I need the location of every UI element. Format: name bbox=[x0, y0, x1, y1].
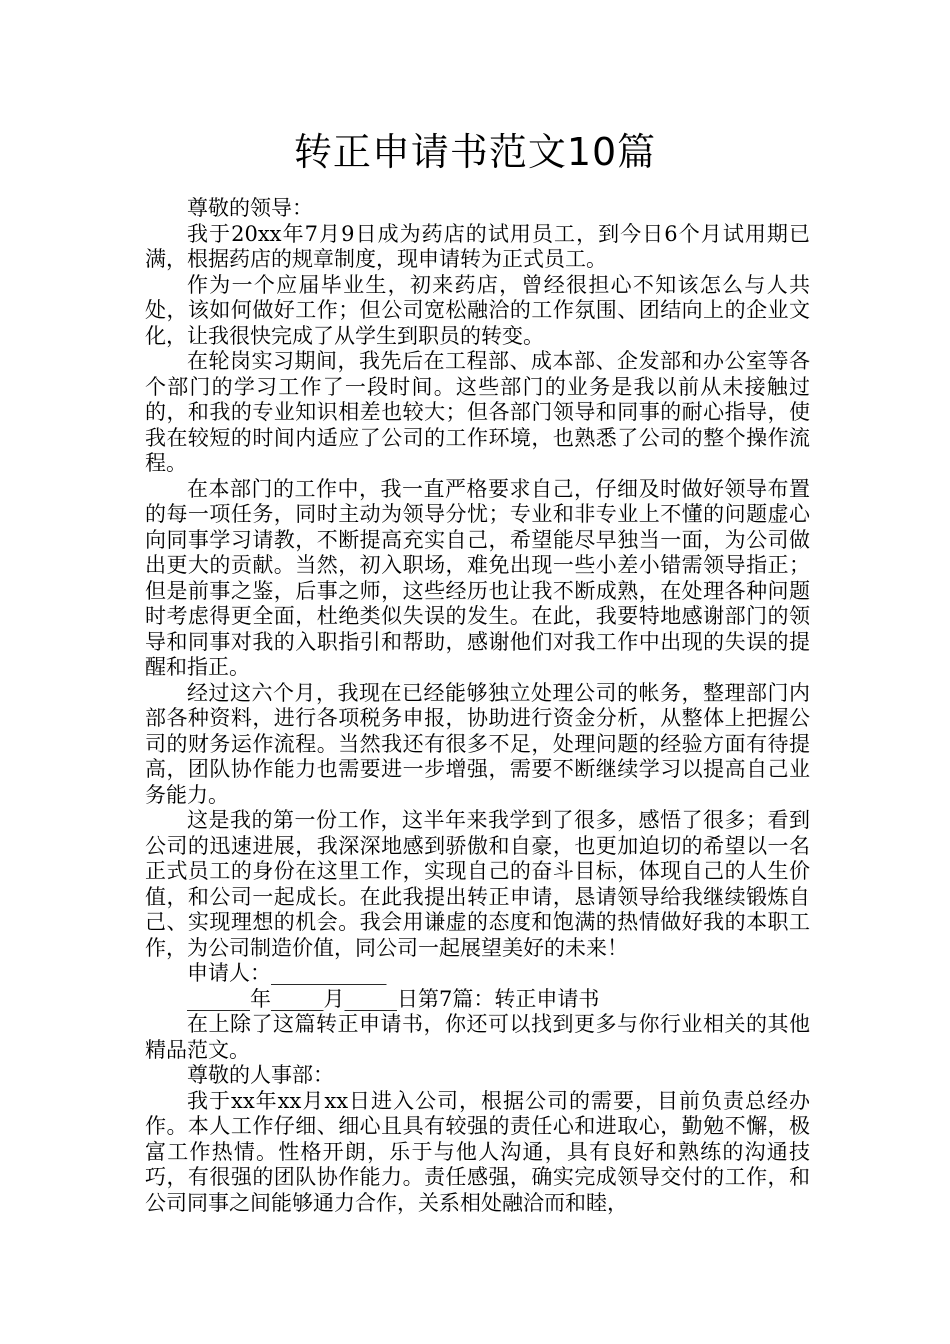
body-paragraph: 我于xx年xx月xx日进入公司，根据公司的需要，目前负责总经办作。本人工作仔细、细心且具有较强的责任心和进取心，勤勉不懈，极富工作热情。性格开朗，乐于与他人沟通，具有良好和熟练的沟通技巧，有很强的团队协作能力。责任感强，确实完成领导交付的工作，和公司同事之间能够通力合作，关系相处融洽而和睦， bbox=[145, 1088, 810, 1215]
applicant-signature-line: 申请人：___________ bbox=[187, 961, 387, 985]
date-line-and-section-heading: ______年_____月_____日第7篇：转正申请书 bbox=[187, 986, 600, 1011]
body-paragraph: 在本部门的工作中，我一直严格要求自己，仔细及时做好领导布置的每一项任务，同时主动为领导分忧；专业和非专业上不懂的问题虚心向同事学习请教，不断提高充实自己，希望能尽早独当一面，为公司做出更大的贡献。当然，初入职场，难免出现一些小差小错需领导指正；但是前事之鉴，后事之师，这些经历也让我不断成熟，在处理各种问题时考虑得更全面，杜绝类似失误的发生。在此，我要特地感谢部门的领导和同事对我的入职指引和帮助，感谢他们对我工作中出现的失误的提醒和指正。 bbox=[145, 476, 810, 679]
salutation: 尊敬的领导： bbox=[187, 196, 313, 220]
body-paragraph: 这是我的第一份工作，这半年来我学到了很多，感悟了很多；看到公司的迅速进展，我深深地感到骄傲和自豪，也更加迫切的希望以一名正式员工的身份在这里工作，实现自己的奋斗目标，体现自己的人生价值，和公司一起成长。在此我提出转正申请，恳请领导给我继续锻炼自己、实现理想的机会。我会用谦虚的态度和饱满的热情做好我的本职工作，为公司制造价值，同公司一起展望美好的未来！ bbox=[145, 808, 810, 960]
body-paragraph: 在轮岗实习期间，我先后在工程部、成本部、企发部和办公室等各个部门的学习工作了一段时间。这些部门的业务是我以前从未接触过的，和我的专业知识相差也较大；但各部门领导和同事的耐心指导，使我在较短的时间内适应了公司的工作环境，也熟悉了公司的整个操作流程。 bbox=[145, 349, 810, 475]
salutation: 尊敬的人事部： bbox=[187, 1063, 334, 1087]
document-body bbox=[145, 196, 810, 1216]
body-paragraph: 经过这六个月，我现在已经能够独立处理公司的帐务，整理部门内部各种资料，进行各项税务申报，协助进行资金分析，从整体上把握公司的财务运作流程。当然我还有很多不足，处理问题的经验方面有待提高，团队协作能力也需要进一步增强，需要不断继续学习以提高自己业务能力。 bbox=[145, 680, 810, 807]
body-paragraph: 作为一个应届毕业生，初来药店，曾经很担心不知该怎么与人共处，该如何做好工作；但公司宽松融洽的工作氛围、团结向上的企业文化，让我很快完成了从学生到职员的转变。 bbox=[145, 272, 810, 348]
body-paragraph: 在上除了这篇转正申请书，你还可以找到更多与你行业相关的其他精品范文。 bbox=[145, 1012, 810, 1062]
document-title: 转正申请书范文10篇 bbox=[293, 130, 657, 174]
body-paragraph: 我于20xx年7月9日成为药店的试用员工，到今日6个月试用期已满，根据药店的规章制度，现申请转为正式员工。 bbox=[145, 221, 810, 271]
